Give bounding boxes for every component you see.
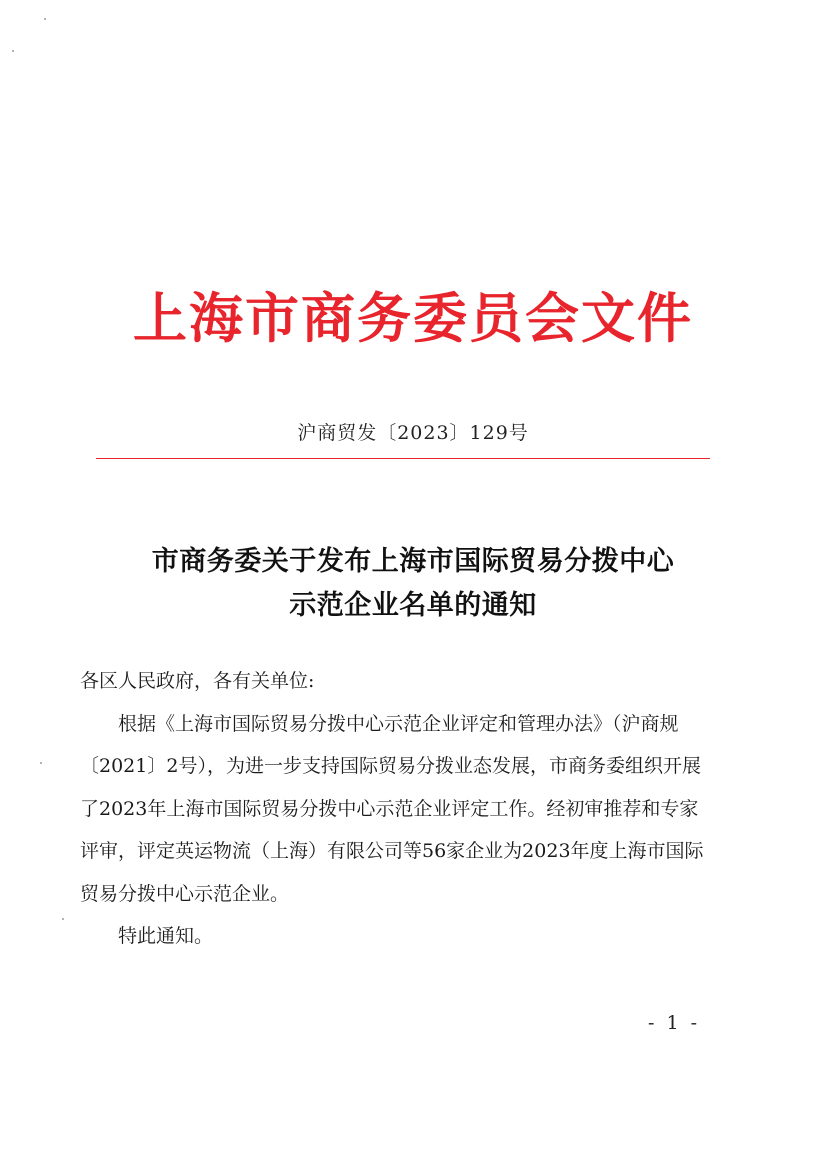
notice-body	[80, 660, 712, 958]
page-number: - 1 -	[647, 1012, 700, 1034]
salutation: 各区人民政府，各有关单位:	[80, 670, 315, 692]
red-divider-line	[96, 458, 710, 459]
document-number: 沪商贸发〔2023〕129号	[297, 422, 529, 444]
notice-title	[0, 540, 808, 628]
letterhead-title: 上海市商务委员会文件	[133, 286, 693, 350]
body-paragraph: 根据《上海市国际贸易分拨中心示范企业评定和管理办法》（沪商规〔2021〕2号），为进一步支持国际贸易分拨业态发展，市商务委组织开展了2023年上海市国际贸易分拨中心示范企业评定工作。经初审推荐和专家评审，评定英运物流（上海）有限公司等56家企业为2023年度上海市国际贸易分拨中心示范企业。	[80, 712, 704, 905]
scan-speck	[40, 762, 42, 764]
scan-speck	[62, 918, 64, 920]
scan-speck	[12, 50, 14, 52]
closing-line: 特此通知。	[118, 925, 214, 947]
notice-title-line-1: 市商务委关于发布上海市国际贸易分拨中心	[151, 546, 675, 577]
scan-speck	[44, 18, 46, 20]
notice-title-line-2: 示范企业名单的通知	[289, 590, 537, 621]
